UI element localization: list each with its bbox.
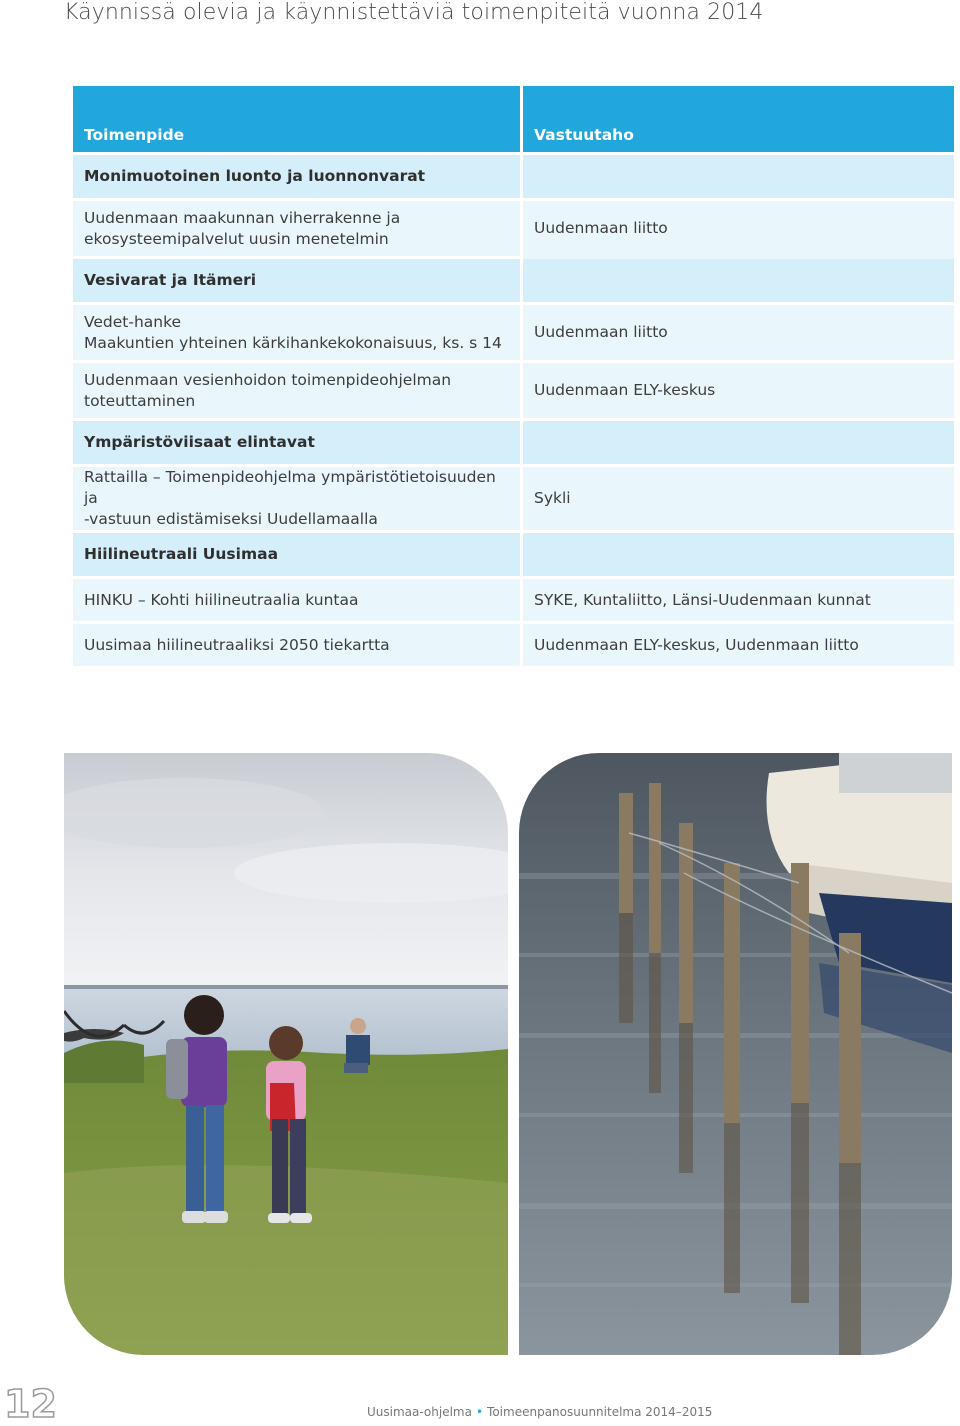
measure-cell: Uusimaa hiilineutraaliksi 2050 tiekartta xyxy=(73,624,520,666)
page-number: 12 xyxy=(4,1382,57,1426)
section-row xyxy=(73,155,954,198)
section-title: Hiilineutraali Uusimaa xyxy=(73,533,520,576)
footer-document: Toimeenpanosuunnitelma 2014–2015 xyxy=(487,1405,713,1419)
responsible-cell: Uudenmaan liitto xyxy=(523,201,954,256)
page-title: Käynnissä olevia ja käynnistettäviä toimenpiteitä vuonna 2014 xyxy=(64,0,764,25)
table-row xyxy=(73,201,954,256)
section-row xyxy=(73,533,954,576)
table-row xyxy=(73,579,954,621)
responsible-cell: Uudenmaan liitto xyxy=(523,305,954,360)
section-title: Monimuotoinen luonto ja luonnonvarat xyxy=(73,155,520,198)
section-title: Vesivarat ja Itämeri xyxy=(73,259,520,302)
table-row xyxy=(73,305,954,360)
section-row xyxy=(73,259,954,302)
measure-cell: Vedet-hanke Maakuntien yhteinen kärkihankekokonaisuus, ks. s 14 xyxy=(73,305,520,360)
responsible-cell: Sykli xyxy=(523,467,954,530)
seaside-children-photo xyxy=(64,753,508,1355)
responsible-cell: Uudenmaan ELY-keskus, Uudenmaan liitto xyxy=(523,624,954,666)
measures-table xyxy=(70,86,957,666)
table-header-row xyxy=(73,86,954,152)
footer-publication: Uusimaa-ohjelma xyxy=(367,1405,472,1419)
measure-cell: Rattailla – Toimenpideohjelma ympäristötietoisuuden ja -vastuun edistämiseksi Uudellamaalla xyxy=(73,467,520,530)
table-row xyxy=(73,467,954,530)
table-row xyxy=(73,624,954,666)
table-row xyxy=(73,363,954,418)
section-row xyxy=(73,421,954,464)
responsible-cell: Uudenmaan ELY-keskus xyxy=(523,363,954,418)
column-header-responsible: Vastuutaho xyxy=(523,86,954,152)
responsible-cell: SYKE, Kuntaliitto, Länsi-Uudenmaan kunnat xyxy=(523,579,954,621)
measure-cell: HINKU – Kohti hiilineutraalia kuntaa xyxy=(73,579,520,621)
column-header-measure: Toimenpide xyxy=(73,86,520,152)
section-title: Ympäristöviisaat elintavat xyxy=(73,421,520,464)
measure-cell: Uudenmaan vesienhoidon toimenpideohjelman toteuttaminen xyxy=(73,363,520,418)
bullet-icon: • xyxy=(475,1405,484,1419)
measure-cell: Uudenmaan maakunnan viherrakenne ja ekosysteemipalvelut uusin menetelmin xyxy=(73,201,520,256)
harbour-posts-photo xyxy=(519,753,952,1355)
page-footer xyxy=(367,1405,712,1419)
